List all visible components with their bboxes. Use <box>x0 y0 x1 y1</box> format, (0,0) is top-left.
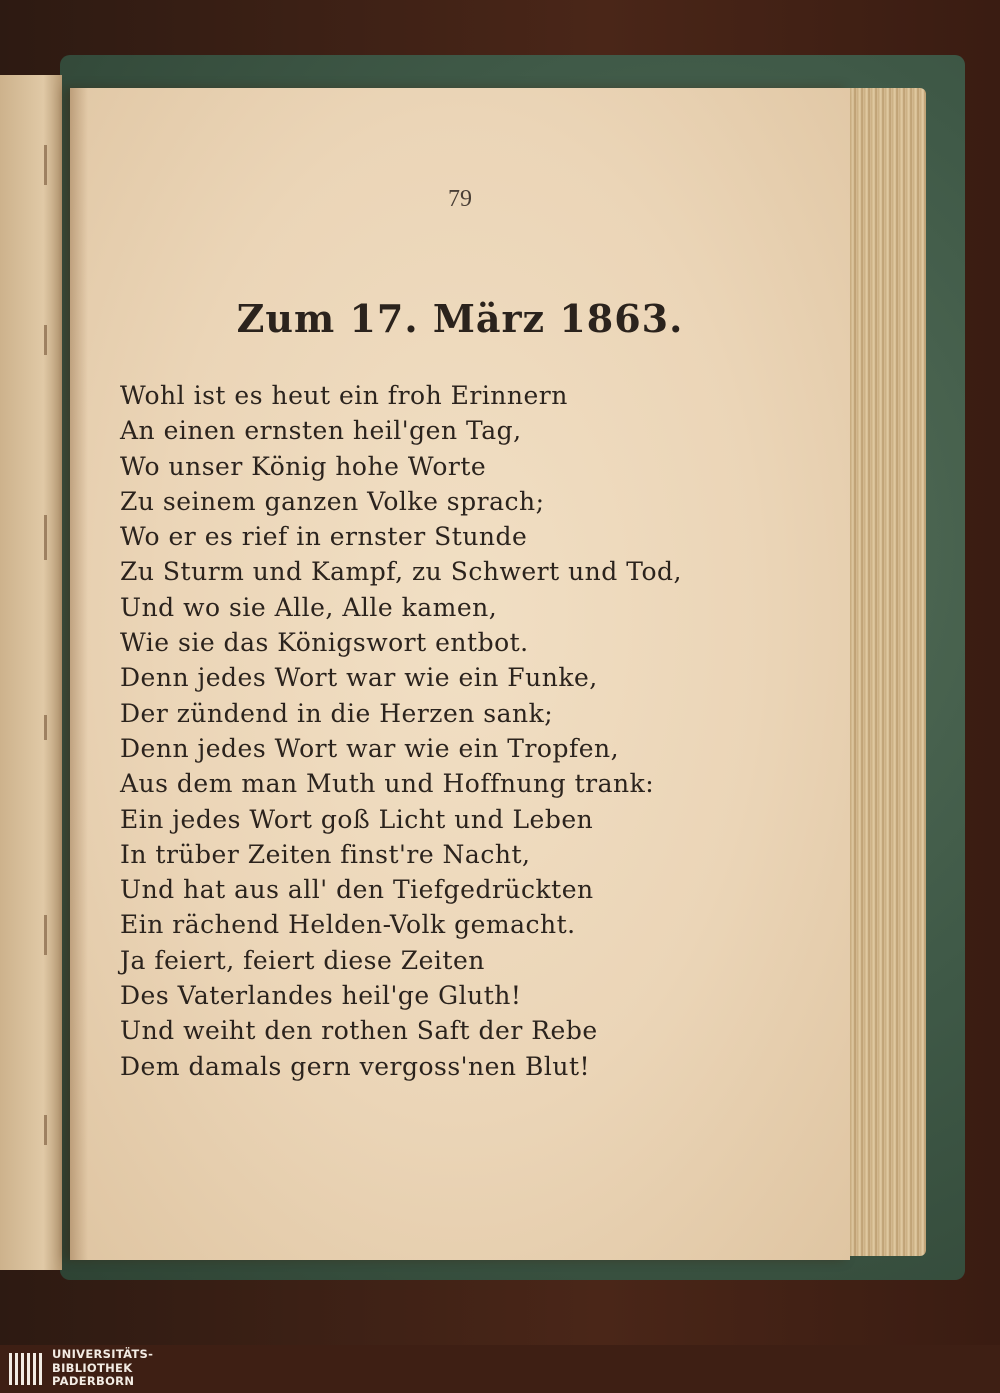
poem-line: Wo er es rief in ernster Stunde <box>120 522 528 552</box>
poem-line: Denn jedes Wort war wie ein Funke, <box>120 663 598 693</box>
library-footer <box>0 1345 1000 1393</box>
poem-line: Wohl ist es heut ein froh Erinnern <box>120 381 568 410</box>
poem-line: Des Vaterlandes heil'ge Gluth! <box>120 981 522 1011</box>
poem-line: Wo unser König hohe Worte <box>120 451 487 481</box>
poem-line: Aus dem man Muth und Hoffnung trank: <box>120 769 655 799</box>
poem-line: Wie sie das Königswort entbot. <box>120 628 529 658</box>
library-name-line: UNIVERSITÄTS- <box>52 1347 154 1361</box>
poem-body <box>120 378 820 1084</box>
poem-line: An einen ernsten heil'gen Tag, <box>120 416 522 446</box>
book-page <box>70 88 850 1260</box>
left-page-mark <box>44 715 47 740</box>
poem-line: Ja feiert, feiert diese Zeiten <box>120 945 485 975</box>
poem-line: Dem damals gern vergoss'nen Blut! <box>120 1051 591 1081</box>
poem-line: Denn jedes Wort war wie ein Tropfen, <box>120 733 620 763</box>
left-page-edge <box>0 75 62 1270</box>
poem-line: Und hat aus all' den Tiefgedrückten <box>120 875 594 905</box>
left-page-mark <box>44 145 47 185</box>
poem-title: Zum 17. März 1863. <box>236 296 684 341</box>
poem-line: Der zündend in die Herzen sank; <box>120 698 554 728</box>
left-page-mark <box>44 1115 47 1145</box>
left-page-mark <box>44 915 47 955</box>
library-logo-icon <box>8 1349 44 1389</box>
library-name-line: BIBLIOTHEK <box>52 1360 133 1375</box>
poem-line: Zu Sturm und Kampf, zu Schwert und Tod, <box>120 557 682 587</box>
library-name <box>52 1348 153 1389</box>
poem-line: Ein jedes Wort goß Licht und Leben <box>120 804 594 834</box>
page-gutter <box>70 88 88 1260</box>
poem-line: In trüber Zeiten finst're Nacht, <box>120 839 531 869</box>
page-number: 79 <box>448 186 472 212</box>
poem-line: Zu seinem ganzen Volke sprach; <box>120 486 545 516</box>
poem-line: Und wo sie Alle, Alle kamen, <box>120 592 498 622</box>
left-page-mark <box>44 325 47 355</box>
library-name-line: PADERBORN <box>52 1374 135 1388</box>
poem-line: Und weiht den rothen Saft der Rebe <box>120 1016 598 1046</box>
left-page-mark <box>44 515 47 560</box>
poem-line: Ein rächend Helden-Volk gemacht. <box>120 910 576 940</box>
